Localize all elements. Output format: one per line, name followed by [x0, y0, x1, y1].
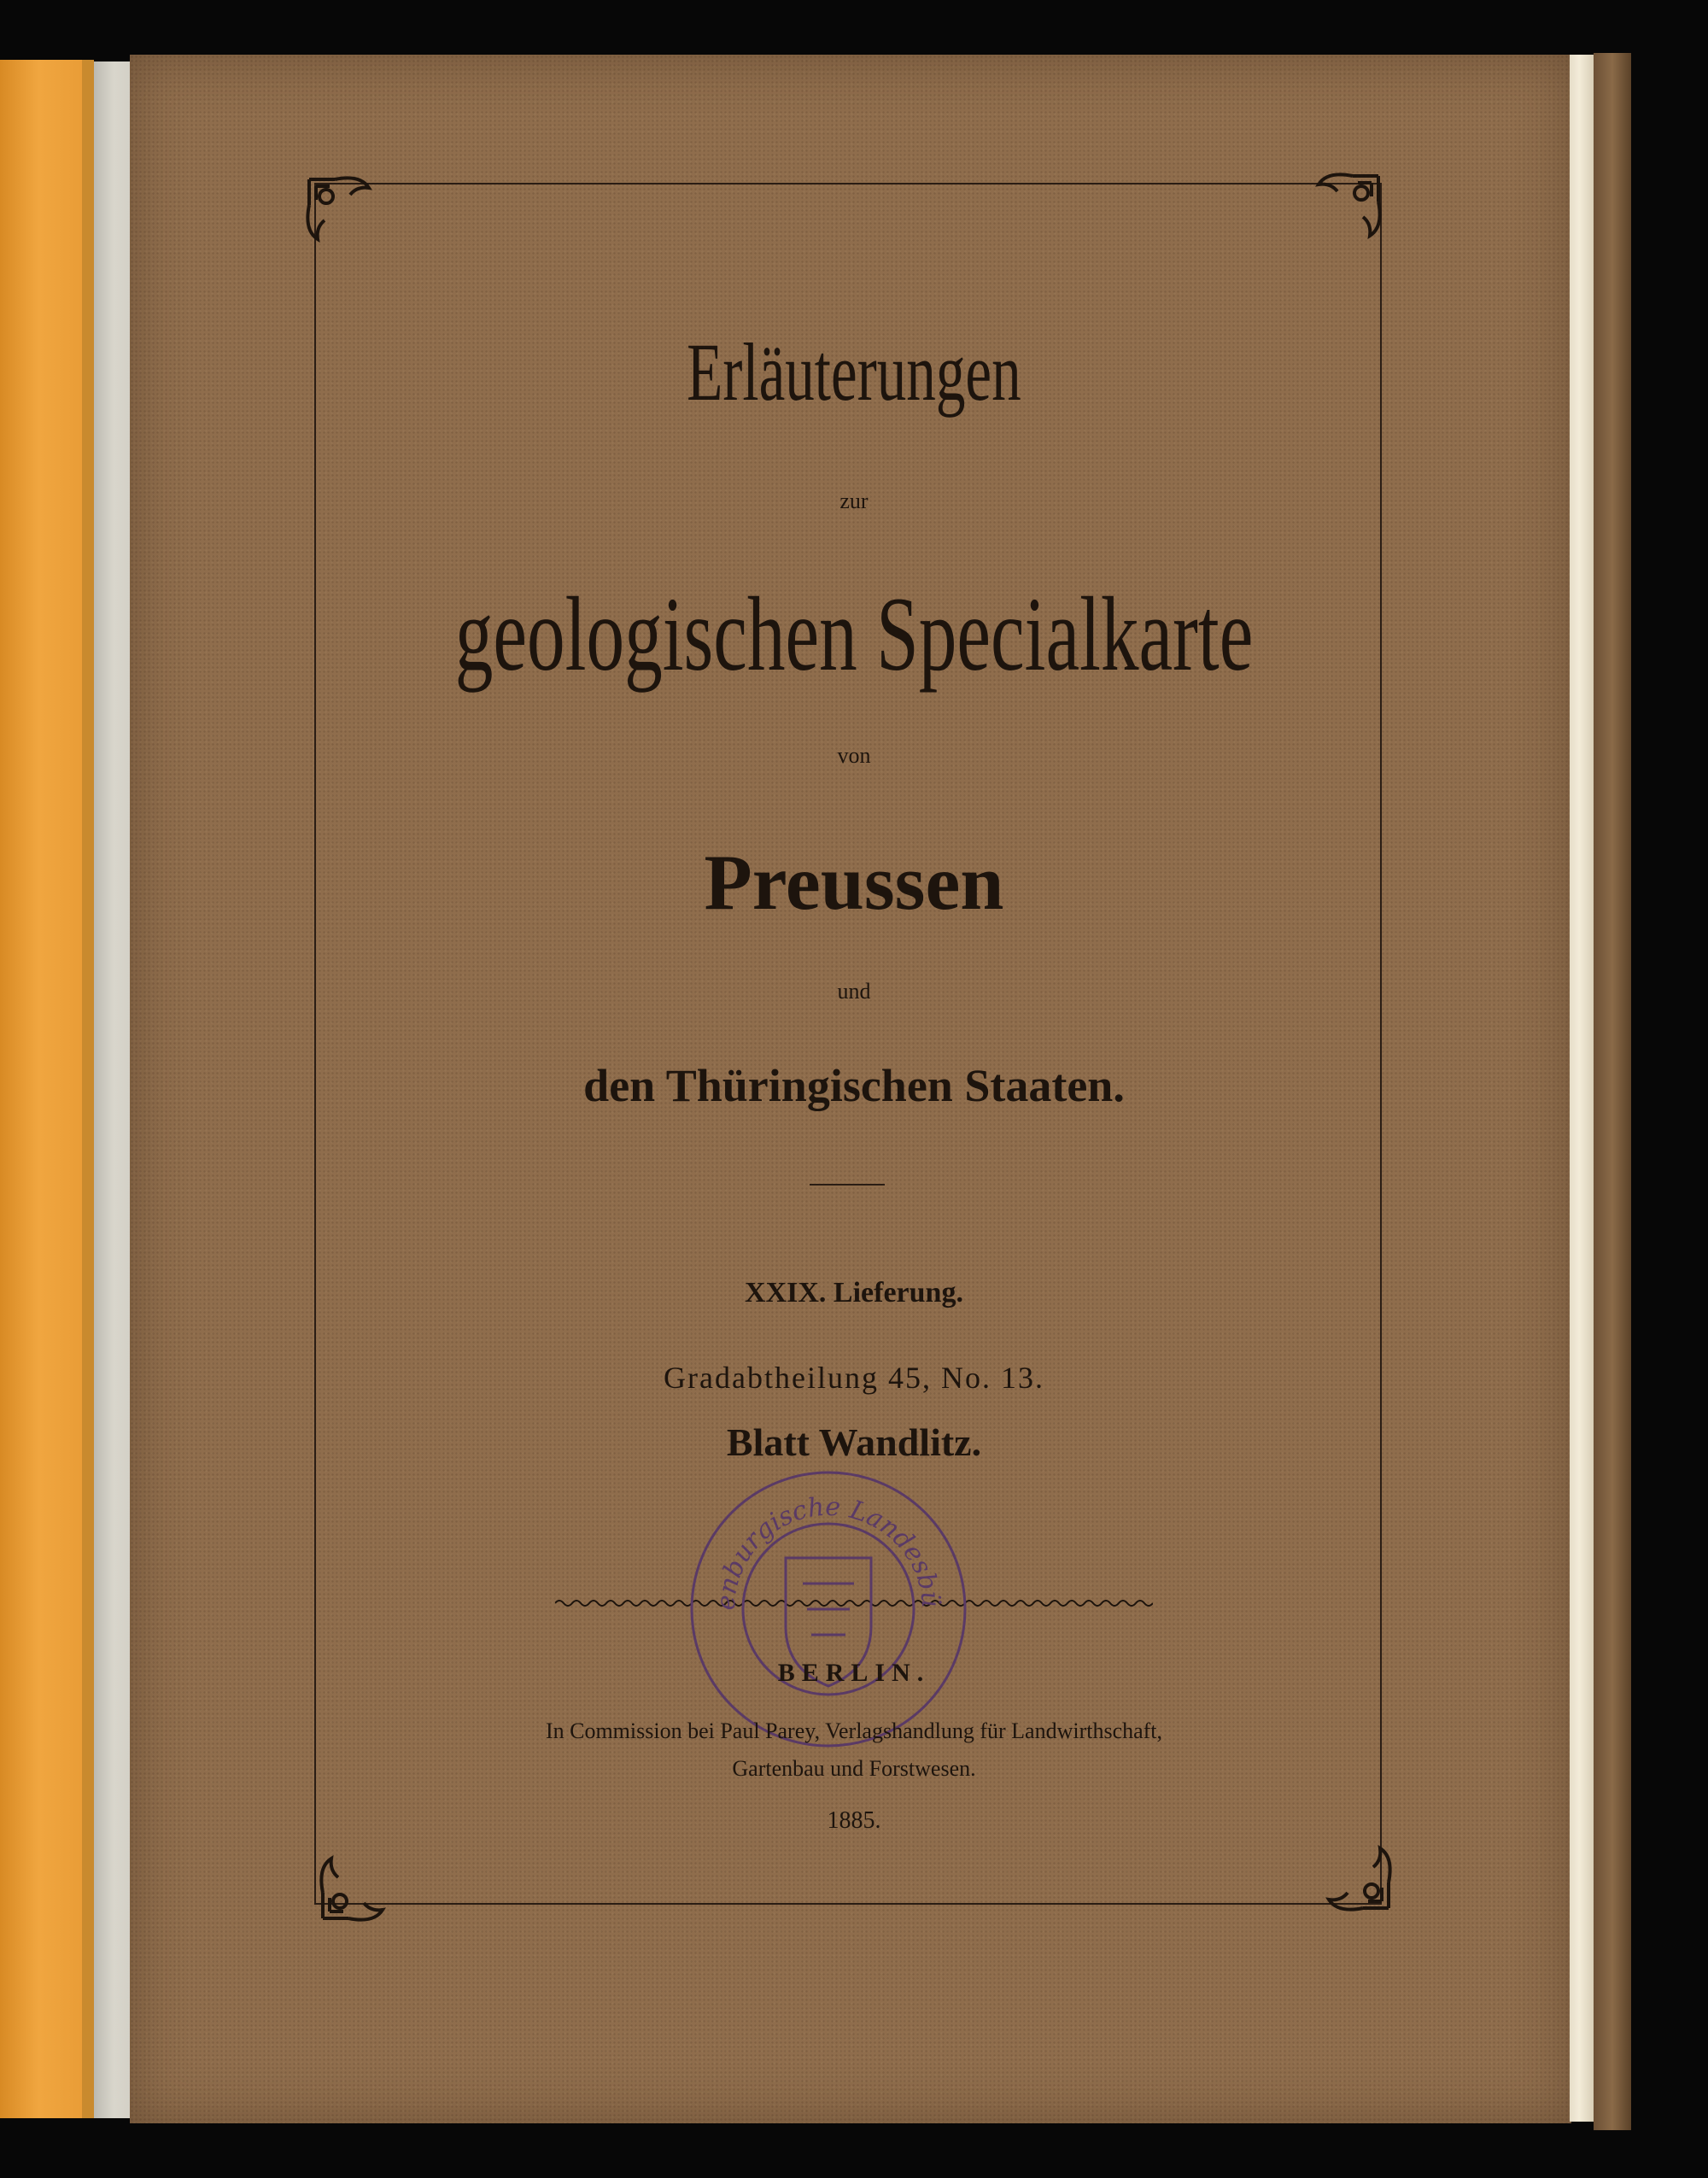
commission-line: In Commission bei Paul Parey, Verlagshandlung für Landwirthschaft,: [545, 1718, 1163, 1743]
region2-heading: den Thüringischen Staaten.: [583, 1060, 1125, 1111]
corner-ornament-bottom-right: [1315, 1835, 1397, 1917]
title: [0, 325, 1708, 419]
publication-year: 1885.: [827, 1807, 881, 1834]
connector-und: und: [837, 979, 871, 1004]
svg-text:Brandenburgische Landesbüchere: [683, 1464, 945, 1611]
corner-ornament-bottom-left: [314, 1845, 396, 1927]
corner-ornament-top-right: [1305, 167, 1387, 249]
commission-line-2: Gartenbau und Forstwesen.: [732, 1756, 976, 1781]
title-text: Erläuterungen: [687, 326, 1021, 418]
divider-rule: [810, 1184, 885, 1186]
connector-von: von: [837, 743, 871, 768]
gradabtheilung-line: Gradabtheilung 45, No. 13.: [664, 1361, 1044, 1395]
corner-ornament-top-left: [301, 171, 383, 253]
blatt-title: Blatt Wandlitz.: [726, 1420, 982, 1464]
lieferung-line: XXIX. Lieferung.: [745, 1277, 963, 1309]
connector-zur: zur: [839, 489, 869, 513]
city-line: BERLIN.: [777, 1659, 931, 1687]
library-stamp: [683, 1464, 974, 1754]
stamp-text: enburgische Landesbü: [711, 1491, 946, 1612]
subject-heading: [0, 574, 1708, 695]
subject-text: geologischen Specialkarte: [454, 576, 1254, 693]
region-heading: Preussen: [704, 839, 1004, 926]
